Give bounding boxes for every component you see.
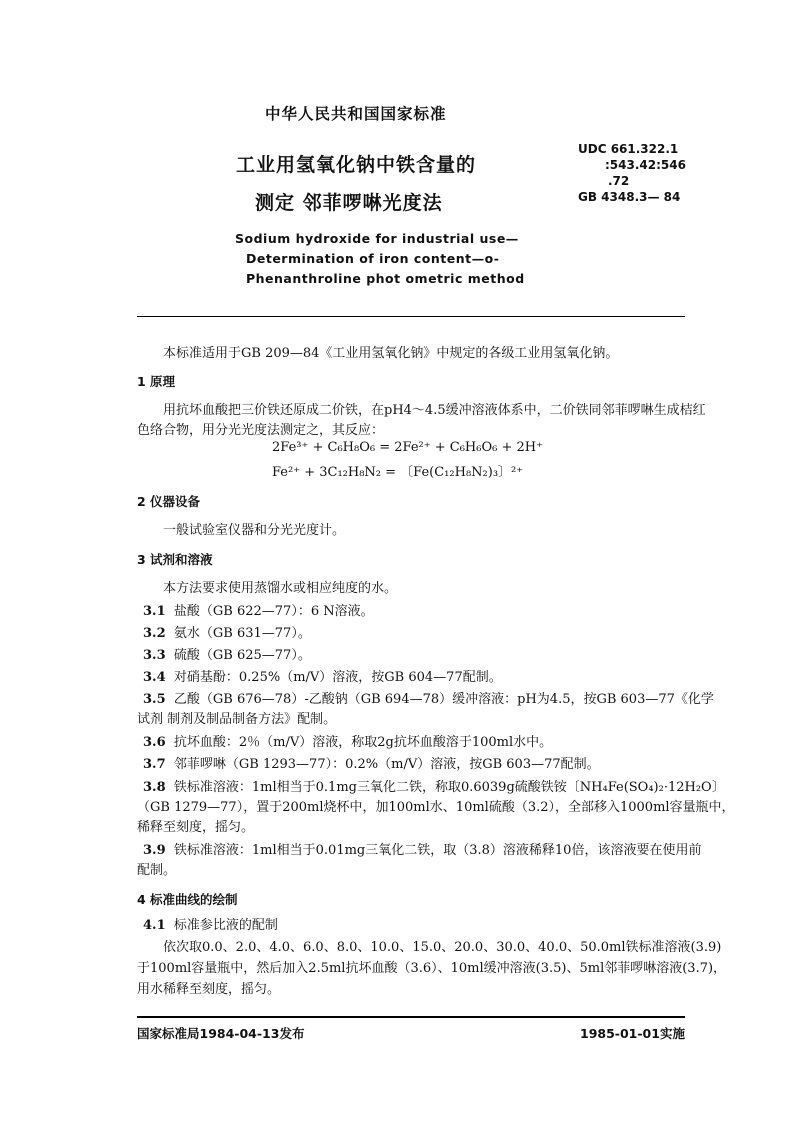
equation-1: 2Fe³⁺ + C₆H₈O₆ = 2Fe²⁺ + C₆H₆O₆ + 2H⁺ — [272, 440, 543, 455]
item-number: 3.2 — [143, 626, 166, 641]
section-1-heading: 1 原理 — [137, 374, 176, 389]
item-text: 乙酸（GB 676—78）-乙酸钠（GB 694—78）缓冲溶液：pH为4.5，按GB 603—77《化学 — [173, 692, 714, 707]
item-3-5-continued: 试剂 制剂及制品制备方法》配制。 — [137, 712, 337, 727]
item-3-8-continued-2: 稀释至刻度，摇匀。 — [137, 820, 255, 835]
section-1-para-line-1: 用抗坏血酸把三价铁还原成二价铁，在pH4～4.5缓冲溶液体系中，二价铁同邻菲啰啉生成桔红 — [163, 403, 706, 418]
english-title-line-2: Determination of iron content—o- — [246, 251, 500, 266]
section-4-heading: 4 标准曲线的绘制 — [137, 892, 238, 907]
item-text: 盐酸（GB 622—77）：6 N溶液。 — [173, 604, 374, 619]
udc-code-3: .72 — [608, 174, 630, 188]
section-2-heading: 2 仪器设备 — [137, 494, 201, 509]
item-text: 氨水（GB 631—77）。 — [173, 626, 311, 641]
english-title-line-1: Sodium hydroxide for industrial use— — [235, 231, 519, 246]
intro-paragraph: 本标准适用于GB 209—84《工业用氢氧化钠》中规定的各级工业用氢氧化钠。 — [163, 346, 619, 361]
equation-2: Fe²⁺ + 3C₁₂H₈N₂ = 〔Fe(C₁₂H₈N₂)₃〕²⁺ — [272, 465, 524, 480]
title-line-2: 测定 邻菲啰啉光度法 — [255, 192, 443, 214]
issue-date: 国家标准局1984-04-13发布 — [137, 1026, 305, 1041]
item-text: 铁标准溶液：1ml相当于0.1mg三氧化二铁，称取0.6039g硫酸铁铵〔NH₄Fe(SO₄)₂·12H₂O〕 — [173, 780, 725, 795]
udc-code-2: :543.42:546 — [605, 158, 686, 172]
item-3-9-continued: 配制。 — [137, 863, 177, 878]
item-3-5 — [143, 688, 714, 707]
item-number: 3.8 — [143, 780, 166, 795]
item-number: 3.4 — [143, 670, 166, 685]
section-1-para-line-2: 色络合物，用分光光度法测定之，其反应： — [137, 423, 385, 438]
item-3-9 — [143, 839, 701, 858]
item-number: 3.7 — [143, 757, 166, 772]
footer-rule — [137, 1016, 685, 1018]
section-4-para-line-1: 依次取0.0、2.0、4.0、6.0、8.0、10.0、15.0、20.0、30.0、40.0、50.0ml铁标准溶液(3.9) — [163, 940, 722, 955]
item-number: 3.6 — [143, 735, 166, 750]
item-number: 3.1 — [143, 604, 166, 619]
section-4-para-line-3: 用水稀释至刻度，摇匀。 — [137, 982, 281, 997]
subsection-heading: 标准参比液的配制 — [173, 918, 278, 933]
item-3-4 — [143, 666, 502, 685]
item-text: 铁标准溶液：1ml相当于0.01mg三氧化二铁，取（3.8）溶液稀释10倍，该溶液要在使用前 — [173, 843, 702, 858]
effective-date: 1985-01-01实施 — [580, 1026, 685, 1041]
item-3-8 — [143, 776, 725, 795]
item-text: 邻菲啰啉（GB 1293—77）：0.2%（m/V）溶液，按GB 603—77配制。 — [173, 757, 600, 772]
item-number: 3.3 — [143, 648, 166, 663]
item-3-8-continued: （GB 1279—77），置于200ml烧杯中，加100ml水、10ml硫酸（3.2），全部移入1000ml容量瓶中， — [137, 800, 735, 815]
section-3-heading: 3 试剂和溶液 — [137, 552, 213, 567]
gb-number: GB 4348.3— 84 — [578, 190, 681, 204]
udc-code-1: UDC 661.322.1 — [578, 142, 679, 156]
item-number: 3.9 — [143, 843, 166, 858]
subsection-number: 4.1 — [143, 918, 166, 933]
item-text: 硫酸（GB 625—77）。 — [173, 648, 311, 663]
subsection-4-1 — [143, 914, 278, 933]
english-title-line-3: Phenanthroline phot ometric method — [246, 271, 525, 286]
item-3-3 — [143, 644, 311, 663]
item-3-6 — [143, 731, 552, 750]
section-3-para: 本方法要求使用蒸馏水或相应纯度的水。 — [163, 581, 398, 596]
standard-label: 中华人民共和国国家标准 — [265, 105, 447, 123]
item-text: 对硝基酚：0.25%（m/V）溶液，按GB 604—77配制。 — [173, 670, 502, 685]
item-number: 3.5 — [143, 692, 166, 707]
item-text: 抗坏血酸：2％（m/V）溶液，称取2g抗坏血酸溶于100ml水中。 — [173, 735, 553, 750]
item-3-7 — [143, 753, 600, 772]
header-rule — [137, 316, 685, 317]
section-4-para-line-2: 于100ml容量瓶中，然后加入2.5ml抗坏血酸（3.6）、10ml缓冲溶液(3.5)、5ml邻菲啰啉溶液(3.7)， — [137, 961, 727, 976]
item-3-2 — [143, 622, 311, 641]
section-2-para: 一般试验室仪器和分光光度计。 — [163, 523, 346, 538]
item-3-1 — [143, 600, 374, 619]
title-line-1: 工业用氢氧化钠中铁含量的 — [236, 154, 477, 176]
